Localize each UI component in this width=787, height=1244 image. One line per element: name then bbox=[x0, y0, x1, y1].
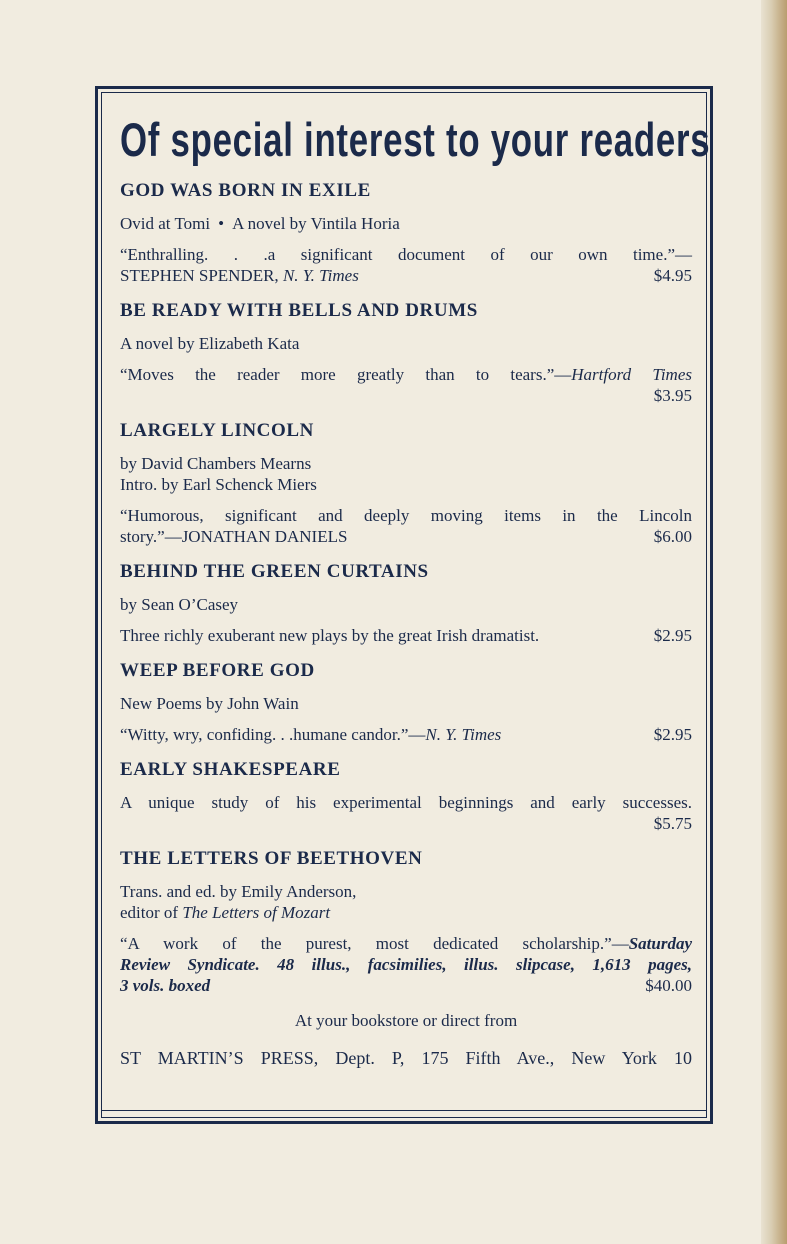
review-quote bbox=[120, 724, 692, 745]
book-entry-weep-before-god bbox=[120, 660, 692, 745]
review-source: N. Y. Times bbox=[282, 266, 359, 285]
review-attribution bbox=[120, 526, 692, 547]
review-source: N. Y. Times bbox=[425, 725, 502, 744]
book-editor bbox=[120, 902, 692, 923]
book-description bbox=[120, 625, 692, 646]
book-subtitle bbox=[120, 213, 692, 234]
price: $6.00 bbox=[653, 527, 692, 546]
book-introduction: Intro. by Earl Schenck Miers bbox=[120, 475, 317, 494]
review-quote: “Humorous, significant and deeply moving items in the Lincoln bbox=[120, 506, 692, 525]
book-title: GOD WAS BORN IN EXILE bbox=[120, 180, 371, 201]
description-text: Three richly exuberant new plays by the great Irish dramatist. bbox=[120, 626, 540, 645]
book-subtitle: A novel by Elizabeth Kata bbox=[120, 334, 300, 353]
book-entry-the-letters-of-beethoven bbox=[120, 848, 692, 996]
book-title: THE LETTERS OF BEETHOVEN bbox=[120, 848, 423, 869]
review-quote bbox=[120, 933, 692, 954]
review-quote: “Enthralling. . .a significant document of our own time.”— bbox=[120, 245, 692, 264]
book-author: by Sean O’Casey bbox=[120, 595, 239, 614]
page-edge bbox=[761, 0, 787, 1244]
review-attribution bbox=[120, 265, 692, 286]
publisher-address: ST MARTIN’S PRESS, Dept. P, 175 Fifth Ave., New York 10 bbox=[120, 1048, 692, 1068]
advertisement bbox=[120, 110, 711, 1069]
book-format bbox=[120, 975, 692, 996]
price: $5.75 bbox=[653, 814, 692, 833]
price: $2.95 bbox=[653, 626, 692, 645]
book-title: BEHIND THE GREEN CURTAINS bbox=[120, 561, 429, 582]
review-source: Hartford Times bbox=[571, 365, 692, 384]
book-entry-behind-the-green-curtains bbox=[120, 561, 692, 646]
bullet-separator: • bbox=[218, 214, 225, 233]
reviewer: story.”—JONATHAN DANIELS bbox=[120, 527, 348, 546]
editor-work: The Letters of Mozart bbox=[182, 903, 331, 922]
price: $40.00 bbox=[645, 976, 692, 995]
book-title: WEEP BEFORE GOD bbox=[120, 660, 315, 681]
book-entry-largely-lincoln bbox=[120, 420, 692, 547]
book-entry-god-was-born-in-exile bbox=[120, 180, 692, 286]
quote-text: “Moves the reader more greatly than to tears.”— bbox=[120, 365, 572, 384]
book-title: EARLY SHAKESPEARE bbox=[120, 759, 341, 780]
book-entry-early-shakespeare bbox=[120, 759, 692, 834]
editor-prefix: editor of bbox=[120, 903, 183, 922]
book-title: LARGELY LINCOLN bbox=[120, 420, 314, 441]
quote-text: “Witty, wry, confiding. . .humane candor.”— bbox=[120, 725, 426, 744]
book-description: A unique study of his experimental beginnings and early successes. bbox=[120, 793, 692, 812]
book-subtitle-part: A novel by Vintila Horia bbox=[232, 214, 400, 233]
price: $3.95 bbox=[653, 386, 692, 405]
book-author: by David Chambers Mearns bbox=[120, 454, 312, 473]
book-subtitle-part: Ovid at Tomi bbox=[120, 214, 211, 233]
book-translator: Trans. and ed. by Emily Anderson, bbox=[120, 882, 357, 901]
book-entry-be-ready-with-bells-and-drums bbox=[120, 300, 692, 406]
review-source-details: Review Syndicate. 48 illus., facsimilies, illus. slipcase, 1,613 pages, bbox=[120, 955, 692, 974]
book-author: New Poems by John Wain bbox=[120, 694, 299, 713]
format-text: 3 vols. boxed bbox=[120, 976, 211, 995]
review-quote bbox=[120, 364, 692, 385]
reviewer: STEPHEN SPENDER, bbox=[120, 266, 283, 285]
headline: Of special interest to your readers bbox=[120, 113, 711, 166]
price: $2.95 bbox=[653, 725, 692, 744]
review-source: Saturday bbox=[628, 934, 692, 953]
quote-text: “A work of the purest, most dedicated scholarship.”— bbox=[120, 934, 629, 953]
book-title: BE READY WITH BELLS AND DRUMS bbox=[120, 300, 478, 321]
ad-border-bottom-rule bbox=[101, 1110, 707, 1111]
availability-note: At your bookstore or direct from bbox=[294, 1011, 518, 1030]
price: $4.95 bbox=[653, 266, 692, 285]
